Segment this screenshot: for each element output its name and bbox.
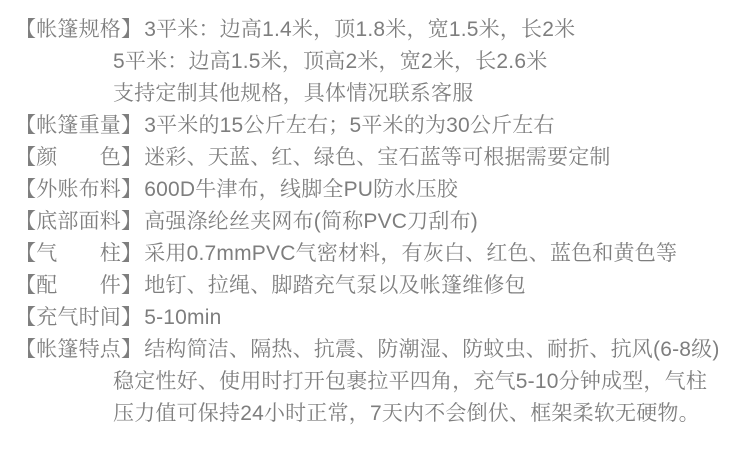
- spec-row-outer-fabric: [15, 174, 740, 206]
- spec-label: 【帐篷特点】: [15, 338, 143, 361]
- spec-text: 地钉、拉绳、脚踏充气泵以及帐篷维修包: [144, 274, 526, 297]
- spec-text: 高强涤纶丝夹网布(简称PVC刀刮布): [144, 210, 478, 233]
- spec-text: 支持定制其他规格，具体情况联系客服: [113, 82, 474, 105]
- spec-row-air-pole: [15, 238, 740, 270]
- spec-text: 3平米的15公斤左右；5平米的为30公斤左右: [144, 114, 555, 137]
- spec-row-weight: [15, 110, 740, 142]
- spec-text: 压力值可保持24小时正常，7天内不会倒伏、框架柔软无硬物。: [113, 402, 700, 425]
- spec-row-bottom-fabric: [15, 206, 740, 238]
- spec-text: 迷彩、天蓝、红、绿色、宝石蓝等可根据需要定制: [144, 146, 611, 169]
- spec-label: 【配 件】: [15, 274, 143, 297]
- spec-row-features: [15, 334, 740, 366]
- spec-row-color: [15, 142, 740, 174]
- spec-label: 【气 柱】: [15, 242, 143, 265]
- spec-row-size: [15, 14, 740, 46]
- spec-row-accessories: [15, 270, 740, 302]
- spec-label: 【帐篷规格】: [15, 18, 143, 41]
- spec-row-features-continued: [15, 366, 740, 398]
- spec-row-size-continued: [15, 46, 740, 78]
- spec-text: 5平米：边高1.5米，顶高2米，宽2米，长2.6米: [113, 50, 548, 73]
- spec-label: 【帐篷重量】: [15, 114, 143, 137]
- spec-text: 600D牛津布，线脚全PU防水压胶: [144, 178, 458, 201]
- spec-text: 采用0.7mmPVC气密材料，有灰白、红色、蓝色和黄色等: [144, 242, 678, 265]
- spec-text: 稳定性好、使用时打开包裹拉平四角，充气5-10分钟成型，气柱: [113, 370, 708, 393]
- spec-row-size-note: [15, 78, 740, 110]
- spec-label: 【颜 色】: [15, 146, 143, 169]
- spec-row-inflation-time: [15, 302, 740, 334]
- spec-label: 【充气时间】: [15, 306, 143, 329]
- spec-label: 【外账布料】: [15, 178, 143, 201]
- spec-text: 3平米：边高1.4米，顶1.8米，宽1.5米，长2米: [144, 18, 576, 41]
- spec-text: 结构简洁、隔热、抗震、防潮湿、防蚊虫、耐折、抗风(6-8级): [144, 338, 720, 361]
- spec-row-features-continued: [15, 398, 740, 430]
- spec-label: 【底部面料】: [15, 210, 143, 233]
- spec-text: 5-10min: [144, 306, 222, 329]
